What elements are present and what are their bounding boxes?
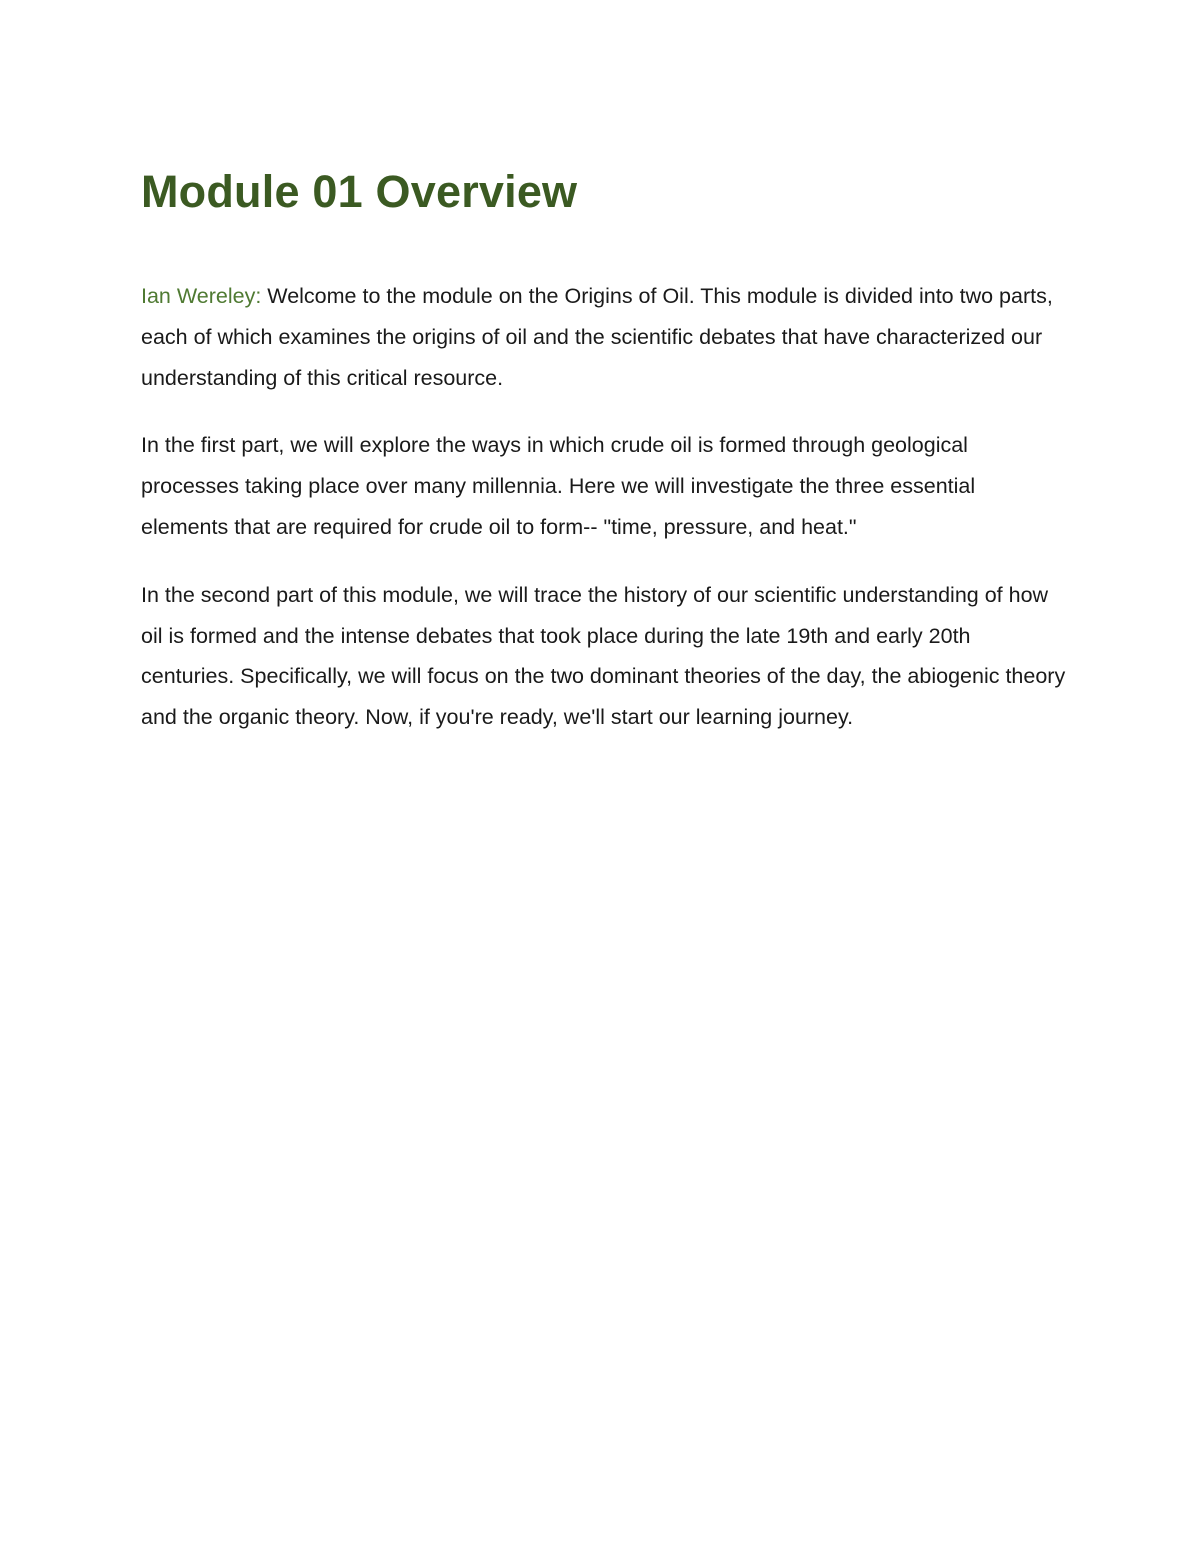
speaker-name: Ian Wereley: (141, 284, 262, 308)
paragraph-intro (141, 276, 1066, 398)
paragraph-intro-text: Welcome to the module on the Origins of Oil. This module is divided into two parts, each of which examines the origins of oil and the scientific debates that have characterized our understanding of this critical resource. (141, 284, 1053, 390)
document-page (141, 160, 1066, 765)
paragraph-second-part: In the second part of this module, we will trace the history of our scientific understanding of how oil is formed and the intense debates that took place during the late 19th and early 20th centuries. Specifically, we will focus on the two dominant theories of the day, the abiogenic theory and the organic theory. Now, if you're ready, we'll start our learning journey. (141, 582, 1066, 730)
page-title: Module 01 Overview (141, 166, 578, 217)
document-body (141, 276, 1066, 738)
paragraph-first-part: In the first part, we will explore the ways in which crude oil is formed through geological processes taking place over many millennia. Here we will investigate the three essential elements that are required for crude oil to form-- "time, pressure, and heat." (141, 433, 976, 539)
